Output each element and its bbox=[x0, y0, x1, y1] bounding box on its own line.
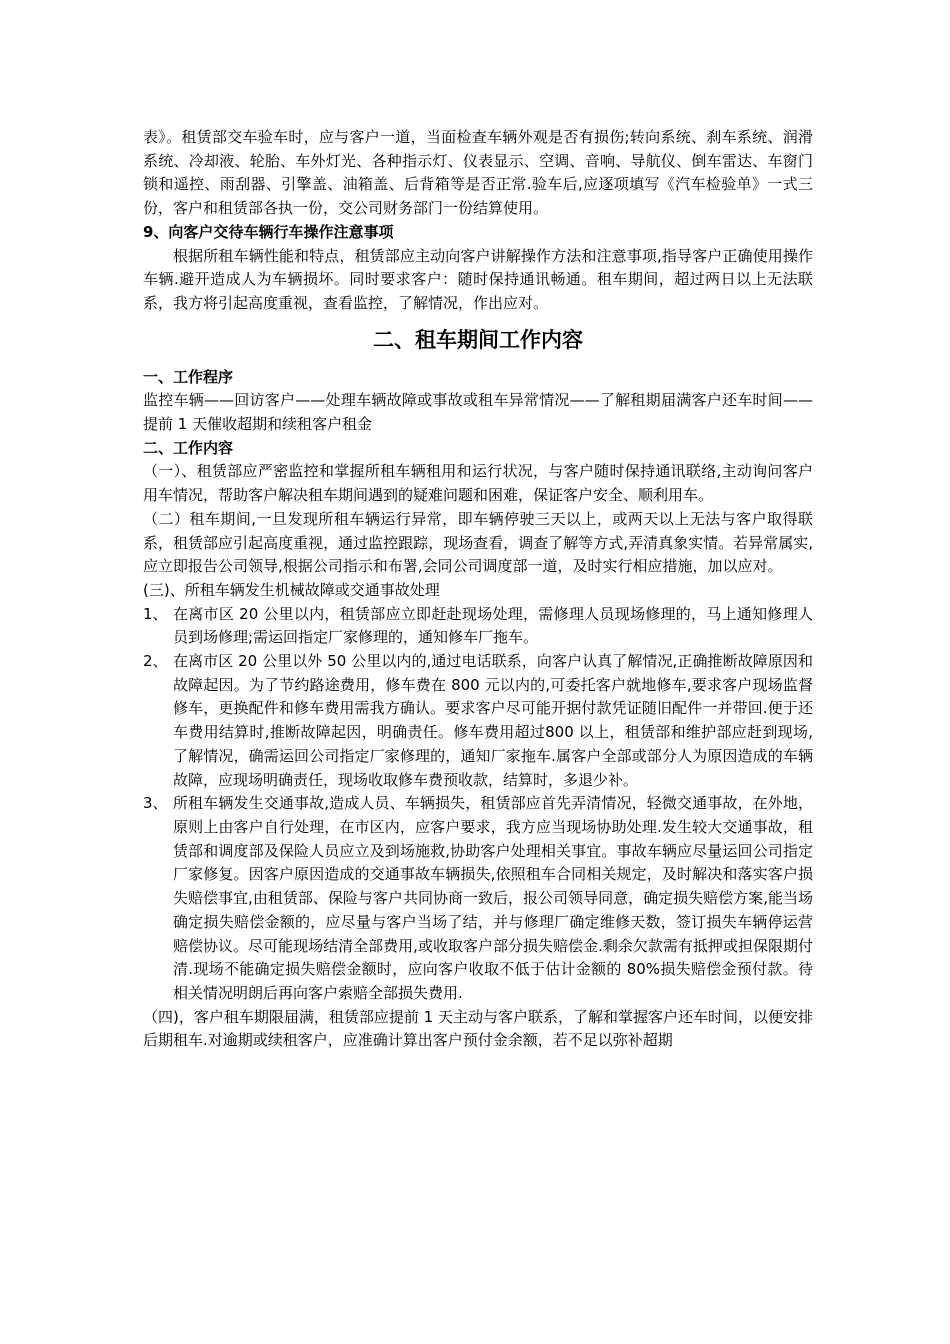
list-item bbox=[143, 792, 813, 1005]
section-title: 二、租车期间工作内容 bbox=[373, 327, 583, 352]
procedure-heading: 一、工作程序 bbox=[143, 367, 234, 386]
list-item bbox=[143, 603, 813, 650]
content-paragraph-4: （四)，客户租车期限届满，租赁部应提前 1 天主动与客户联系，了解和掌握客户还车时间，以便安排后期租车.对逾期或续租客户，应准确计算出客户预付金余额，若不足以弥补超期 bbox=[143, 1007, 813, 1050]
content-paragraph-3: (三)、所租车辆发生机械故障或交通事故处理 bbox=[143, 580, 440, 599]
intro-paragraph: 表》。租赁部交车验车时，应与客户一道，当面检查车辆外观是否有损伤;转向系统、刹车系统、润滑系统、冷却液、轮胎、车外灯光、各种指示灯、仪表显示、空调、音响、导航仪、倒车雷达、车窗门锁和遥控、雨刮器、引擎盖、油箱盖、后背箱等是否正常.验车后,应逐项填写《汽车检验单》一式三份，客户和租赁部各执一份，交公司财务部门一份结算使用。 bbox=[143, 128, 813, 218]
list-item-number: 2、 bbox=[143, 652, 168, 671]
content-heading: 二、工作内容 bbox=[143, 438, 234, 457]
list-item-text: 在离市区 20 公里以内，租赁部应立即赶赴现场处理，需修理人员现场修理的，马上通知修理人员到场修理;需运回指定厂家修理的，通知修车厂拖车。 bbox=[173, 604, 813, 647]
list-item-text: 所租车辆发生交通事故,造成人员、车辆损失，租赁部应首先弄清情况，轻微交通事故，在外地，原则上由客户自行处理，在市区内，应客户要求，我方应当现场协助处理.发生较大交通事故，租赁部和调度部及保险人员应立及到场施救,协助客户处理相关事宜。事故车辆应尽量运回公司指定厂家修复。因客户原因造成的交通事故车辆损失,依照租车合同相关规定，及时解决和落实客户损失赔偿事宜,由租赁部、保险与客户共同协商一致后，报公司领导同意，确定损失赔偿方案,能当场确定损失赔偿金额的，应尽量与客户当场了结，并与修理厂确定维修天数，签订损失车辆停运营赔偿协议。尽可能现场结清全部费用,或收取客户部分损失赔偿金.剩余欠款需有抵押或担保限期付清.现场不能确定损失赔偿金额时，应向客户收取不低于估计金额的 80%损失赔偿金预付款。待相关情况明朗后再向客户索赔全部损失费用. bbox=[173, 794, 813, 1002]
item-9-paragraph: 根据所租车辆性能和特点，租赁部应主动向客户讲解操作方法和注意事项,指导客户正确使用操作车辆.避开造成人为车辆损坏。同时要求客户：随时保持通讯畅通。租车期间，超过两日以上无法联系，我方将引起高度重视，查看监控，了解情况，作出应对。 bbox=[143, 246, 813, 312]
procedure-paragraph: 监控车辆——回访客户——处理车辆故障或事故或租车异常情况——了解租期届满客户还车时间——提前 1 天催收超期和续租客户租金 bbox=[143, 391, 813, 434]
item-9-heading: 9、向客户交待车辆行车操作注意事项 bbox=[143, 222, 394, 241]
list-item-number: 3、 bbox=[143, 794, 168, 813]
document-page bbox=[143, 126, 813, 1053]
content-paragraph-2: （二）租车期间,一旦发现所租车辆运行异常，即车辆停驶三天以上，或两天以上无法与客户取得联系，租赁部应引起高度重视，通过监控跟踪，现场查看，调查了解等方式,弄清真象实情。若异常属实,应立即报告公司领导,根据公司指示和布署,会同公司调度部一道，及时实行相应措施，加以应对。 bbox=[143, 509, 813, 576]
list-item-number: 1、 bbox=[143, 604, 168, 623]
list-item bbox=[143, 650, 813, 792]
content-paragraph-1: （一）、租赁部应严密监控和掌握所租车辆租用和运行状况，与客户随时保持通讯联络,主动询问客户用车情况，帮助客户解决租车期间遇到的疑难问题和困难，保证客户安全、顺利用车。 bbox=[143, 462, 813, 505]
list-item-text: 在离市区 20 公里以外 50 公里以内的,通过电话联系，向客户认真了解情况,正确推断故障原因和故障起因。为了节约路途费用，修车费在 800 元以内的,可委托客户就地修车,要求客户现场监督修车，更换配件和修车费用需我方确认。要求客户尽可能开据付款凭证随旧配件一并带回.便于还车费用结算时,推断故障起因，明确责任。修车费用超过800 以上，租赁部和维护部应赶到现场,了解情况，确需运回公司指定厂家修理的，通知厂家拖车.属客户全部或部分人为原因造成的车辆故障，应现场明确责任，现场收取修车费预收款，结算时，多退少补。 bbox=[173, 652, 813, 789]
